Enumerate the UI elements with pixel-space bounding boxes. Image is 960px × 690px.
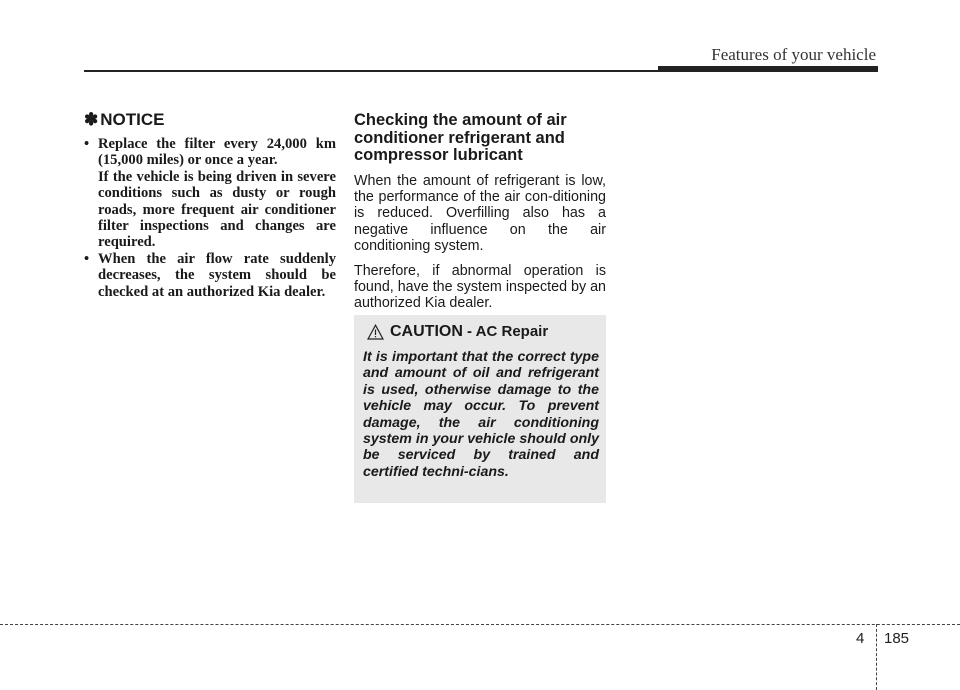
header-rule-thick — [658, 66, 878, 72]
footer-dashed-rule — [0, 624, 960, 625]
refrigerant-paragraph: When the amount of refrigerant is low, the performance of the air con-ditioning is reduced. Overfilling also has a negative influence on the air conditioning system. — [354, 172, 606, 255]
header-rule-thin — [84, 70, 660, 72]
caution-subtitle: - AC Repair — [462, 323, 549, 340]
chapter-number: 4 — [856, 630, 865, 647]
caution-header — [363, 323, 599, 341]
notice-item — [84, 136, 336, 251]
notice-heading-text: NOTICE — [100, 110, 165, 129]
notice-item-extra: If the vehicle is being driven in severe conditions such as dusty or rough roads, more frequent air conditioner filter inspections and changes are required. — [98, 168, 336, 251]
notice-item-text: When the air flow rate suddenly decreases, the system should be checked at an authorized Kia dealer. — [98, 250, 336, 300]
page-number: 185 — [884, 630, 910, 647]
notice-list — [84, 136, 336, 300]
refrigerant-heading: Checking the amount of air conditioner refrigerant and compressor lubricant — [354, 111, 567, 164]
notice-column — [84, 110, 336, 300]
notice-star-icon: ✽ — [84, 110, 99, 129]
notice-item — [84, 251, 336, 300]
caution-box — [354, 315, 606, 503]
warning-triangle-icon — [367, 324, 384, 340]
section-title: Features of your vehicle — [711, 45, 876, 64]
notice-heading — [84, 110, 336, 130]
footer-dashed-divider — [876, 624, 877, 690]
notice-item-text: Replace the filter every 24,000 km (15,000 miles) or once a year. — [98, 136, 336, 169]
bullet: • — [84, 250, 90, 267]
caution-label: CAUTION — [390, 323, 463, 340]
bullet: • — [84, 136, 90, 152]
refrigerant-section — [354, 112, 606, 320]
caution-body: It is important that the correct type and amount of oil and refrigerant is used, otherwise damage to the vehicle may occur. To prevent damage, the air conditioning system in your vehicle should only be serviced by trained and certified techni-cians. — [363, 349, 599, 480]
refrigerant-paragraph: Therefore, if abnormal operation is found, have the system inspected by an authorized Kia dealer. — [354, 262, 606, 312]
